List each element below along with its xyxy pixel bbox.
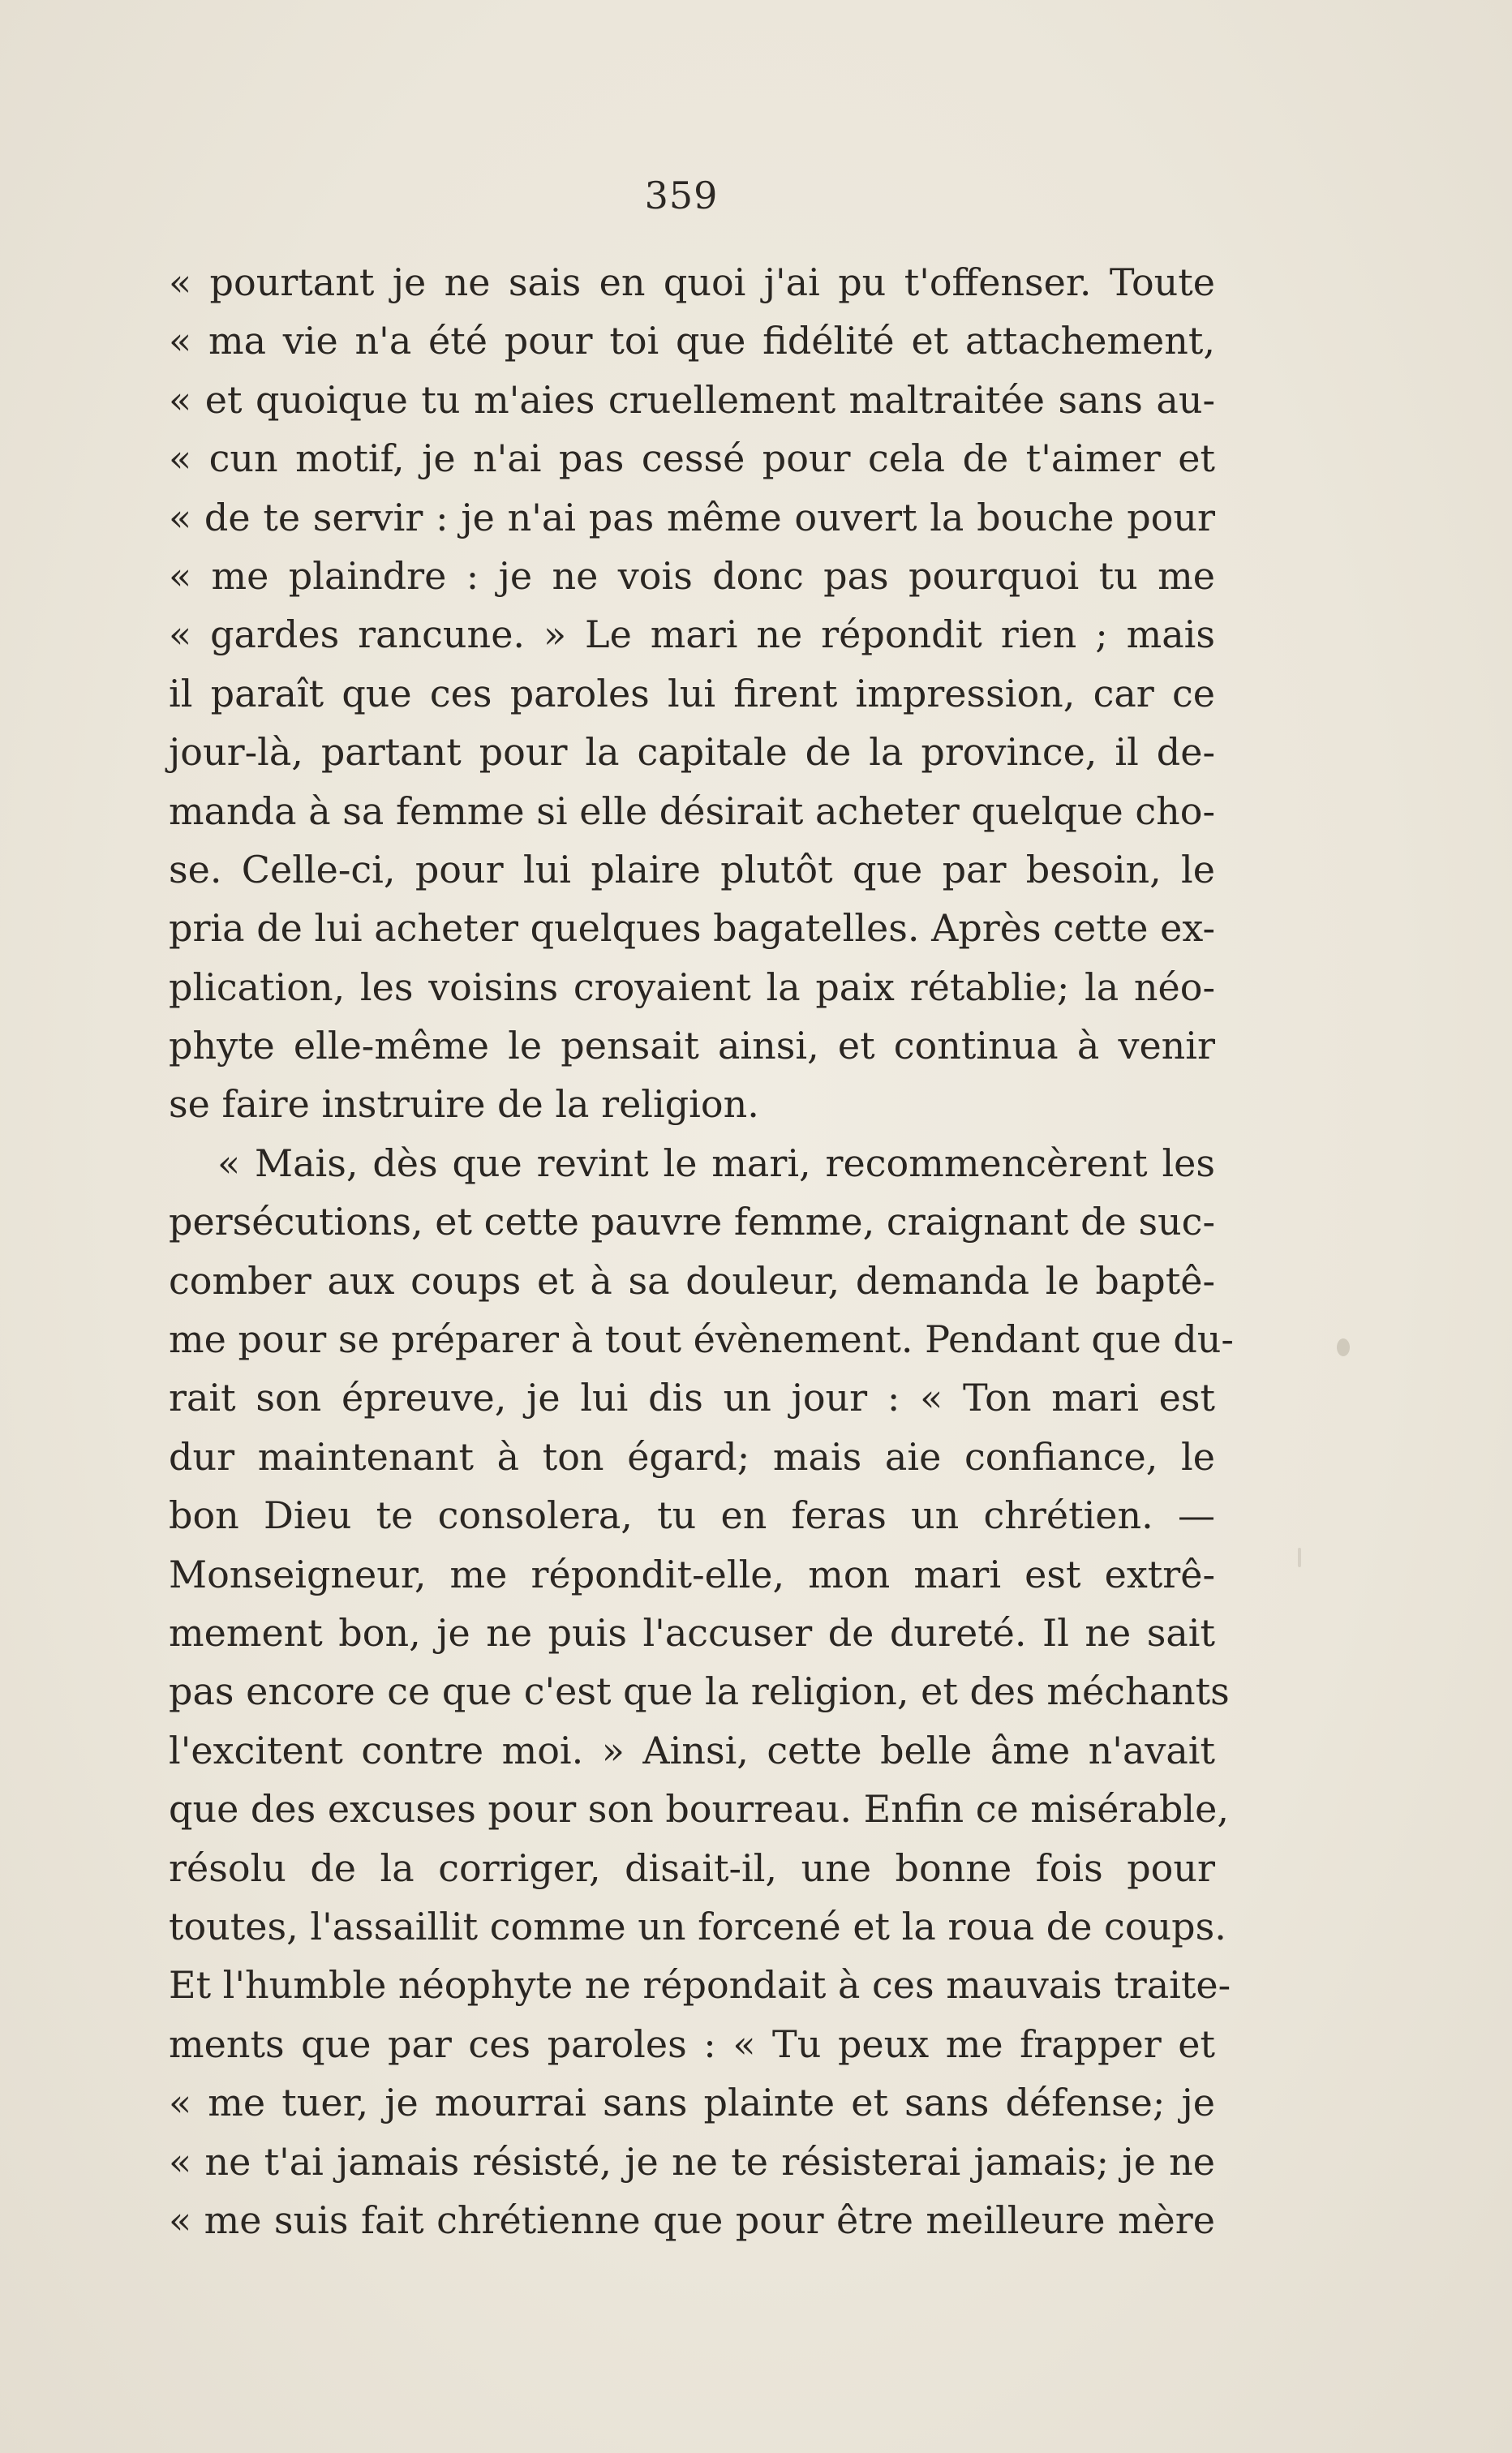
text-line: pas encore ce que c'est que la religion, et des méchants	[169, 1669, 1230, 1714]
text-line: « me tuer, je mourrai sans plainte et sans défense; je	[169, 2081, 1215, 2125]
text-line: « cun motif, je n'ai pas cessé pour cela de t'aimer et	[169, 436, 1215, 481]
text-line: résolu de la corriger, disait-il, une bonne fois pour	[169, 1845, 1215, 1890]
text-line: jour-là, partant pour la capitale de la province, il de-	[169, 730, 1215, 775]
paragraph-start-line: « Mais, dès que revint le mari, recommencèrent les	[217, 1141, 1215, 1185]
text-line: Et l'humble néophyte ne répondait à ces mauvais traite-	[169, 1963, 1231, 2008]
text-line: manda à sa femme si elle désirait acheter quelque cho-	[169, 788, 1215, 833]
text-line: ments que par ces paroles : « Tu peux me frapper et	[169, 2021, 1215, 2066]
text-line: phyte elle-même le pensait ainsi, et continua à venir	[169, 1024, 1215, 1068]
text-line: se. Celle-ci, pour lui plaire plutôt que par besoin, le	[169, 847, 1215, 891]
text-line: « et quoique tu m'aies cruellement maltraitée sans au-	[169, 377, 1215, 422]
text-line: « de te servir : je n'ai pas même ouvert la bouche pour	[169, 495, 1215, 539]
text-line: il paraît que ces paroles lui firent impression, car ce	[169, 671, 1215, 715]
text-line: « pourtant je ne sais en quoi j'ai pu t'offenser. Toute	[169, 260, 1215, 304]
paper-mark	[1298, 1548, 1301, 1567]
text-line: plication, les voisins croyaient la paix rétablie; la néo-	[169, 964, 1215, 1009]
text-line: pria de lui acheter quelques bagatelles. Après cette ex-	[169, 906, 1215, 951]
paper-stain	[1337, 1338, 1350, 1356]
text-line: « gardes rancune. » Le mari ne répondit rien ; mais	[169, 612, 1215, 657]
text-line: l'excitent contre moi. » Ainsi, cette belle âme n'avait	[169, 1728, 1215, 1772]
text-line: persécutions, et cette pauvre femme, craignant de suc-	[169, 1200, 1215, 1244]
body-text	[169, 253, 1234, 2249]
text-line: toutes, l'assaillit comme un forcené et la roua de coups.	[169, 1904, 1226, 1948]
text-line: « ne t'ai jamais résisté, je ne te résisterai jamais; je ne	[169, 2139, 1215, 2184]
text-line: bon Dieu te consolera, tu en feras un chrétien. —	[169, 1493, 1215, 1538]
text-line: comber aux coups et à sa douleur, demanda le baptê-	[169, 1258, 1215, 1303]
paragraph-end-line: se faire instruire de la religion.	[169, 1082, 759, 1127]
text-line: que des excuses pour son bourreau. Enfin ce misérable,	[169, 1787, 1229, 1832]
text-line: dur maintenant à ton égard; mais aie confiance, le	[169, 1434, 1215, 1479]
page-number: 359	[644, 174, 719, 217]
text-line: mement bon, je ne puis l'accuser de dureté. Il ne sait	[169, 1610, 1215, 1655]
text-line: « me suis fait chrétienne que pour être meilleure mère	[169, 2197, 1215, 2242]
text-line: « ma vie n'a été pour toi que fidélité et attachement,	[169, 319, 1215, 363]
text-line: « me plaindre : je ne vois donc pas pourquoi tu me	[169, 553, 1215, 598]
text-line: me pour se préparer à tout évènement. Pendant que du-	[169, 1317, 1234, 1362]
text-line: rait son épreuve, je lui dis un jour : « Ton mari est	[169, 1376, 1215, 1420]
text-line: Monseigneur, me répondit-elle, mon mari est extrê-	[169, 1552, 1215, 1596]
